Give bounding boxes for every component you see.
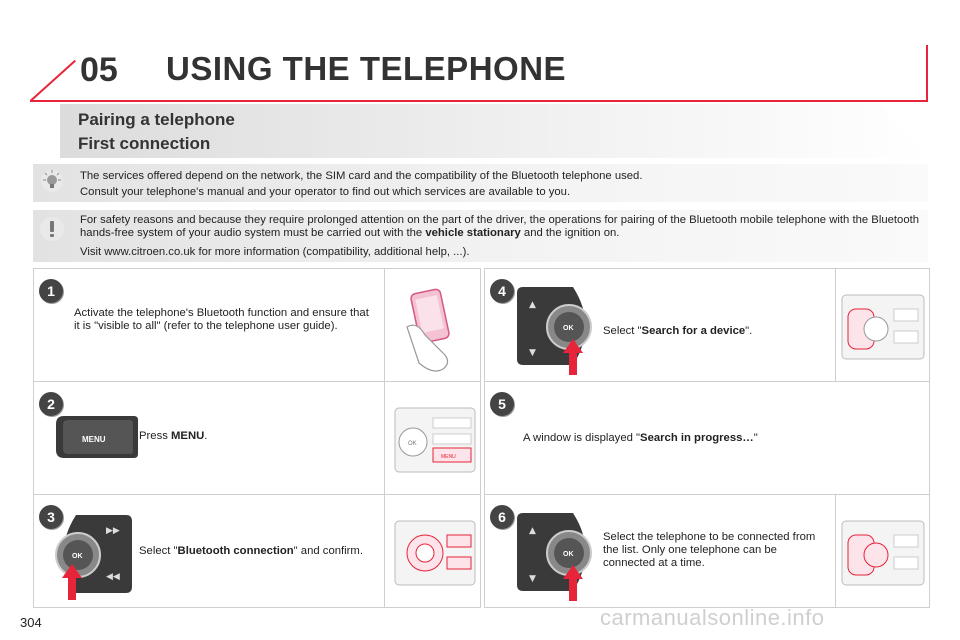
- chapter-header: [30, 45, 930, 101]
- info-note: [33, 164, 928, 202]
- step-1-number: 1: [39, 279, 63, 303]
- up-down-ok-dial-icon-2: [513, 503, 603, 603]
- step-3-number: 3: [39, 505, 63, 529]
- section-title: Pairing a telephone: [78, 110, 235, 129]
- step-2-text: [139, 430, 359, 443]
- info-note-line-2: Consult your telephone's manual and your operator to find out which services are available to you.: [80, 186, 571, 198]
- step-3-bold: Bluetooth connection: [177, 545, 294, 557]
- step-6: [485, 495, 929, 607]
- header-red-line: [30, 100, 928, 102]
- audio-panel-updown-icon: [836, 269, 929, 381]
- svg-text:▲: ▲: [529, 300, 536, 310]
- step-3-text: [139, 545, 369, 558]
- svg-text:▶▶: ▶▶: [106, 526, 120, 536]
- step-3-panel-image: [384, 495, 480, 607]
- step-2-post: .: [204, 430, 208, 442]
- step-4-bold: Search for a device: [641, 325, 746, 337]
- watermark: carmanualsonline.info: [600, 605, 825, 630]
- step-1: [34, 269, 480, 382]
- step-2-number: 2: [39, 392, 63, 416]
- step-1-text: Activate the telephone's Bluetooth function and ensure that it is "visible to all" (refer to the telephone user guide).: [74, 307, 369, 332]
- ok-dial-label: OK: [72, 553, 83, 560]
- panel-ok-label: OK: [408, 441, 417, 447]
- step-4-post: ".: [745, 325, 753, 337]
- safety-warning-bold: vehicle stationary: [425, 227, 521, 239]
- step-2-bold: MENU: [171, 430, 205, 442]
- step-2: [34, 382, 480, 495]
- step-5-post: ": [753, 432, 758, 444]
- header-red-edge: [926, 45, 928, 102]
- info-note-line-1: The services offered depend on the network, the SIM card and the compatibility of the Bluetooth telephone used.: [80, 170, 643, 182]
- chapter-number: 05: [80, 51, 118, 89]
- steps-column-left: [33, 268, 481, 608]
- step-4-panel-image: [835, 269, 929, 381]
- step-4-pre: Select ": [603, 325, 642, 337]
- step-5-text: [523, 432, 863, 445]
- safety-warning-part-1: For safety reasons and because they require prolonged attention on the part of the driver, the operations for pairing of the Bluetooth mobile telephone with the Bluetooth hands-free system of your audio system must be carried out with the: [80, 214, 920, 239]
- up-down-ok-label: OK: [563, 325, 574, 332]
- panel-menu-label: MENU: [441, 454, 456, 460]
- safety-warning-part-2: and the ignition on.: [520, 227, 620, 239]
- safety-warning: [33, 210, 928, 262]
- step-4-number: 4: [490, 279, 514, 303]
- step-5-pre: A window is displayed ": [523, 432, 641, 444]
- step-5: [485, 382, 929, 495]
- step-6-panel-image: [835, 495, 929, 607]
- up-down-ok-dial-icon: [513, 277, 603, 377]
- ok-dial-icon: [46, 505, 136, 605]
- phone-in-hand-icon: [385, 269, 480, 381]
- audio-panel-dial-icon: [385, 495, 480, 607]
- svg-text:▼: ▼: [529, 348, 536, 358]
- step-1-image: [384, 269, 480, 381]
- menu-button-icon: [54, 412, 139, 462]
- step-4: [485, 269, 929, 382]
- step-2-panel-image: [384, 382, 480, 494]
- step-3: [34, 495, 480, 607]
- exclamation-icon: [39, 216, 65, 242]
- safety-warning-text: [80, 214, 920, 240]
- step-2-pre: Press: [139, 430, 172, 442]
- step-3-pre: Select ": [139, 545, 178, 557]
- step-6-text: Select the telephone to be connected from the list. Only one telephone can be connected at a time.: [603, 531, 816, 569]
- svg-text:▲: ▲: [529, 526, 536, 536]
- svg-text:◀◀: ◀◀: [106, 572, 120, 582]
- chapter-title: USING THE TELEPHONE: [166, 50, 567, 87]
- section-title-corner: [880, 104, 928, 158]
- up-down-ok-label-2: OK: [563, 551, 574, 558]
- step-3-post: " and confirm.: [293, 545, 363, 557]
- step-5-bold: Search in progress…: [640, 432, 754, 444]
- step-6-number: 6: [490, 505, 514, 529]
- lightbulb-icon: [39, 168, 65, 194]
- audio-panel-menu-icon: [385, 382, 480, 494]
- audio-panel-updown-icon-2: [836, 495, 929, 607]
- step-5-number: 5: [490, 392, 514, 416]
- section-subtitle: First connection: [78, 134, 211, 153]
- menu-button-label: MENU: [82, 435, 106, 444]
- safety-warning-website: Visit www.citroen.co.uk for more information (compatibility, additional help, ...).: [80, 246, 470, 258]
- header-red-diagonal: [30, 60, 76, 102]
- page-number: 304: [20, 615, 42, 630]
- steps-column-right: [484, 268, 930, 608]
- svg-text:▼: ▼: [529, 574, 536, 584]
- step-4-text: [603, 325, 833, 338]
